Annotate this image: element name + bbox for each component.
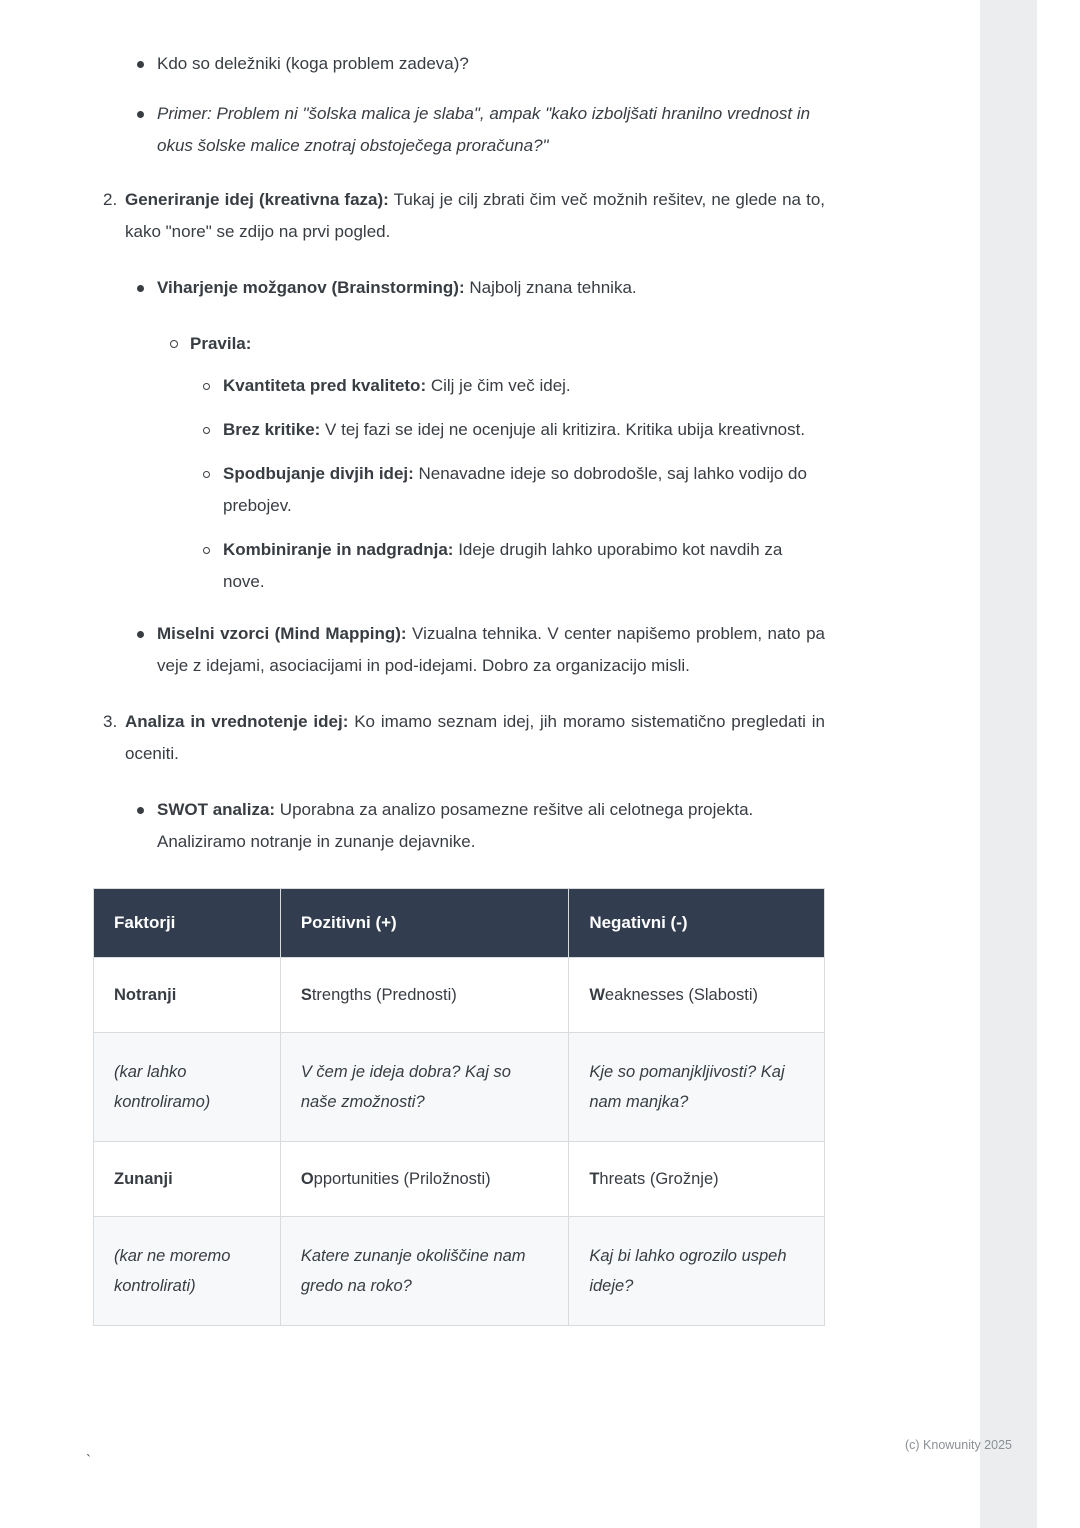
circle-bullet-icon	[203, 458, 223, 478]
table-cell	[94, 958, 281, 1033]
item-lead-bold: Spodbujanje divjih idej:	[223, 464, 414, 483]
list-number: 2.	[103, 190, 118, 209]
list-item-text	[157, 618, 825, 682]
circle-bullet-icon	[203, 370, 223, 390]
numbered-item-text	[125, 184, 825, 248]
list-item-text	[223, 370, 825, 402]
list-item-swot	[137, 794, 825, 858]
list-item-text	[223, 458, 825, 522]
bullet-icon	[137, 272, 157, 292]
table-cell	[280, 958, 568, 1033]
item-lead-bold: Brez kritike:	[223, 420, 321, 439]
item-lead-bold: SWOT analiza:	[157, 800, 276, 819]
table-header-pozitivni: Pozitivni (+)	[280, 889, 568, 958]
list-number: 3.	[103, 712, 118, 731]
bullet-icon	[137, 48, 157, 68]
numbered-item-2	[93, 184, 825, 248]
list-item-text: Primer: Problem ni "šolska malica je slaba", ampak "kako izboljšati hranilno vrednost in okus šolske malice znotraj obstoječega proračuna?"	[157, 104, 811, 155]
table-cell	[280, 1142, 568, 1217]
bullet-icon	[137, 794, 157, 814]
item-lead-bold: Analiza in vrednotenje idej:	[125, 712, 349, 731]
item-rest-text: Ko imamo seznam idej, jih moramo sistematično pregledati in oceniti.	[125, 712, 825, 763]
numbered-item-text	[125, 706, 825, 770]
table-row-external	[94, 1142, 825, 1217]
table-row-internal	[94, 958, 825, 1033]
item-rest-text: Ideje drugih lahko uporabimo kot navdih za nove.	[223, 540, 783, 591]
item-lead-bold: Kvantiteta pred kvaliteto:	[223, 376, 427, 395]
cell-text: Notranji	[114, 986, 177, 1004]
table-header-row	[94, 889, 825, 958]
cell-text: eaknesses (Slabosti)	[604, 986, 759, 1004]
list-item-brainstorming	[137, 272, 825, 304]
list-item-text: Kdo so deležniki (koga problem zadeva)?	[157, 54, 469, 73]
cell-text: hreats (Grožnje)	[599, 1170, 719, 1188]
cell-lead-letter: O	[300, 1170, 314, 1188]
circle-bullet-icon	[203, 414, 223, 434]
table-header-negativni: Negativni (-)	[569, 889, 825, 958]
list-item-text	[157, 794, 825, 858]
cell-lead-letter: S	[300, 986, 312, 1004]
swot-table-head	[94, 889, 825, 958]
list-item-rule-combine	[203, 534, 825, 598]
cell-text: pportunities (Priložnosti)	[313, 1170, 491, 1188]
list-item-text	[223, 534, 825, 598]
list-item-rules-label	[170, 328, 825, 360]
item-lead-bold: Miselni vzorci (Mind Mapping):	[157, 624, 407, 643]
list-item-mindmapping	[137, 618, 825, 682]
item-rest-text: Najbolj znana tehnika.	[464, 278, 637, 297]
bullet-icon	[137, 98, 157, 118]
table-header-faktorji: Faktorji	[94, 889, 281, 958]
list-item-rule-quantity	[203, 370, 825, 402]
item-lead-bold: Viharjenje možganov (Brainstorming):	[157, 278, 465, 297]
list-item-text	[157, 272, 825, 304]
cell-lead-letter: W	[589, 986, 605, 1004]
swot-table-body	[94, 958, 825, 1326]
cell-text: Zunanji	[114, 1170, 173, 1188]
table-row-external-notes	[94, 1217, 825, 1326]
item-rest-text: V tej fazi se idej ne ocenjuje ali kritizira. Kritika ubija kreativnost.	[320, 420, 806, 439]
scrollbar-track[interactable]	[980, 0, 1037, 1528]
item-rest-text: Cilj je čim več idej.	[426, 376, 571, 395]
table-row-internal-notes	[94, 1033, 825, 1142]
list-item-rule-no-critique	[203, 414, 825, 446]
item-lead-bold: Pravila:	[190, 334, 252, 353]
cell-lead-letter: T	[589, 1170, 600, 1188]
table-cell: V čem je ideja dobra? Kaj so naše zmožnosti?	[280, 1033, 568, 1142]
table-cell: (kar ne moremo kontrolirati)	[94, 1217, 281, 1326]
table-cell	[569, 958, 825, 1033]
document-content	[93, 48, 825, 1326]
item-rest-text: Uporabna za analizo posamezne rešitve ali celotnega projekta. Analiziramo notranje in zunanje dejavnike.	[157, 800, 754, 851]
table-cell: (kar lahko kontroliramo)	[94, 1033, 281, 1142]
swot-table	[93, 888, 825, 1326]
table-cell	[94, 1142, 281, 1217]
table-cell: Kaj bi lahko ogrozilo uspeh ideje?	[569, 1217, 825, 1326]
item-lead-bold: Kombiniranje in nadgradnja:	[223, 540, 454, 559]
bullet-icon	[137, 618, 157, 638]
table-cell: Kje so pomanjkljivosti? Kaj nam manjka?	[569, 1033, 825, 1142]
item-rest-text: Nenavadne ideje so dobrodošle, saj lahko vodijo do prebojev.	[223, 464, 807, 515]
item-rest-text: Vizualna tehnika. V center napišemo problem, nato pa veje z idejami, asociacijami in pod-idejami. Dobro za organizacijo misli.	[157, 624, 825, 675]
copyright-label: (c) Knowunity 2025	[904, 1438, 1012, 1452]
circle-bullet-icon	[203, 534, 223, 554]
list-item-text	[223, 414, 825, 446]
table-cell	[569, 1142, 825, 1217]
list-item-rule-wild-ideas	[203, 458, 825, 522]
numbered-item-3	[93, 706, 825, 770]
circle-bullet-icon	[170, 328, 190, 348]
list-item-stakeholders	[137, 48, 825, 80]
stray-character: `	[86, 1452, 91, 1469]
list-item-example	[137, 98, 825, 162]
table-cell: Katere zunanje okoliščine nam gredo na roko?	[280, 1217, 568, 1326]
item-rest-text: Tukaj je cilj zbrati čim več možnih rešitev, ne glede na to, kako "nore" se zdijo na prvi pogled.	[125, 190, 825, 241]
list-item-text	[190, 328, 825, 360]
cell-text: trengths (Prednosti)	[311, 986, 457, 1004]
item-lead-bold: Generiranje idej (kreativna faza):	[125, 190, 389, 209]
